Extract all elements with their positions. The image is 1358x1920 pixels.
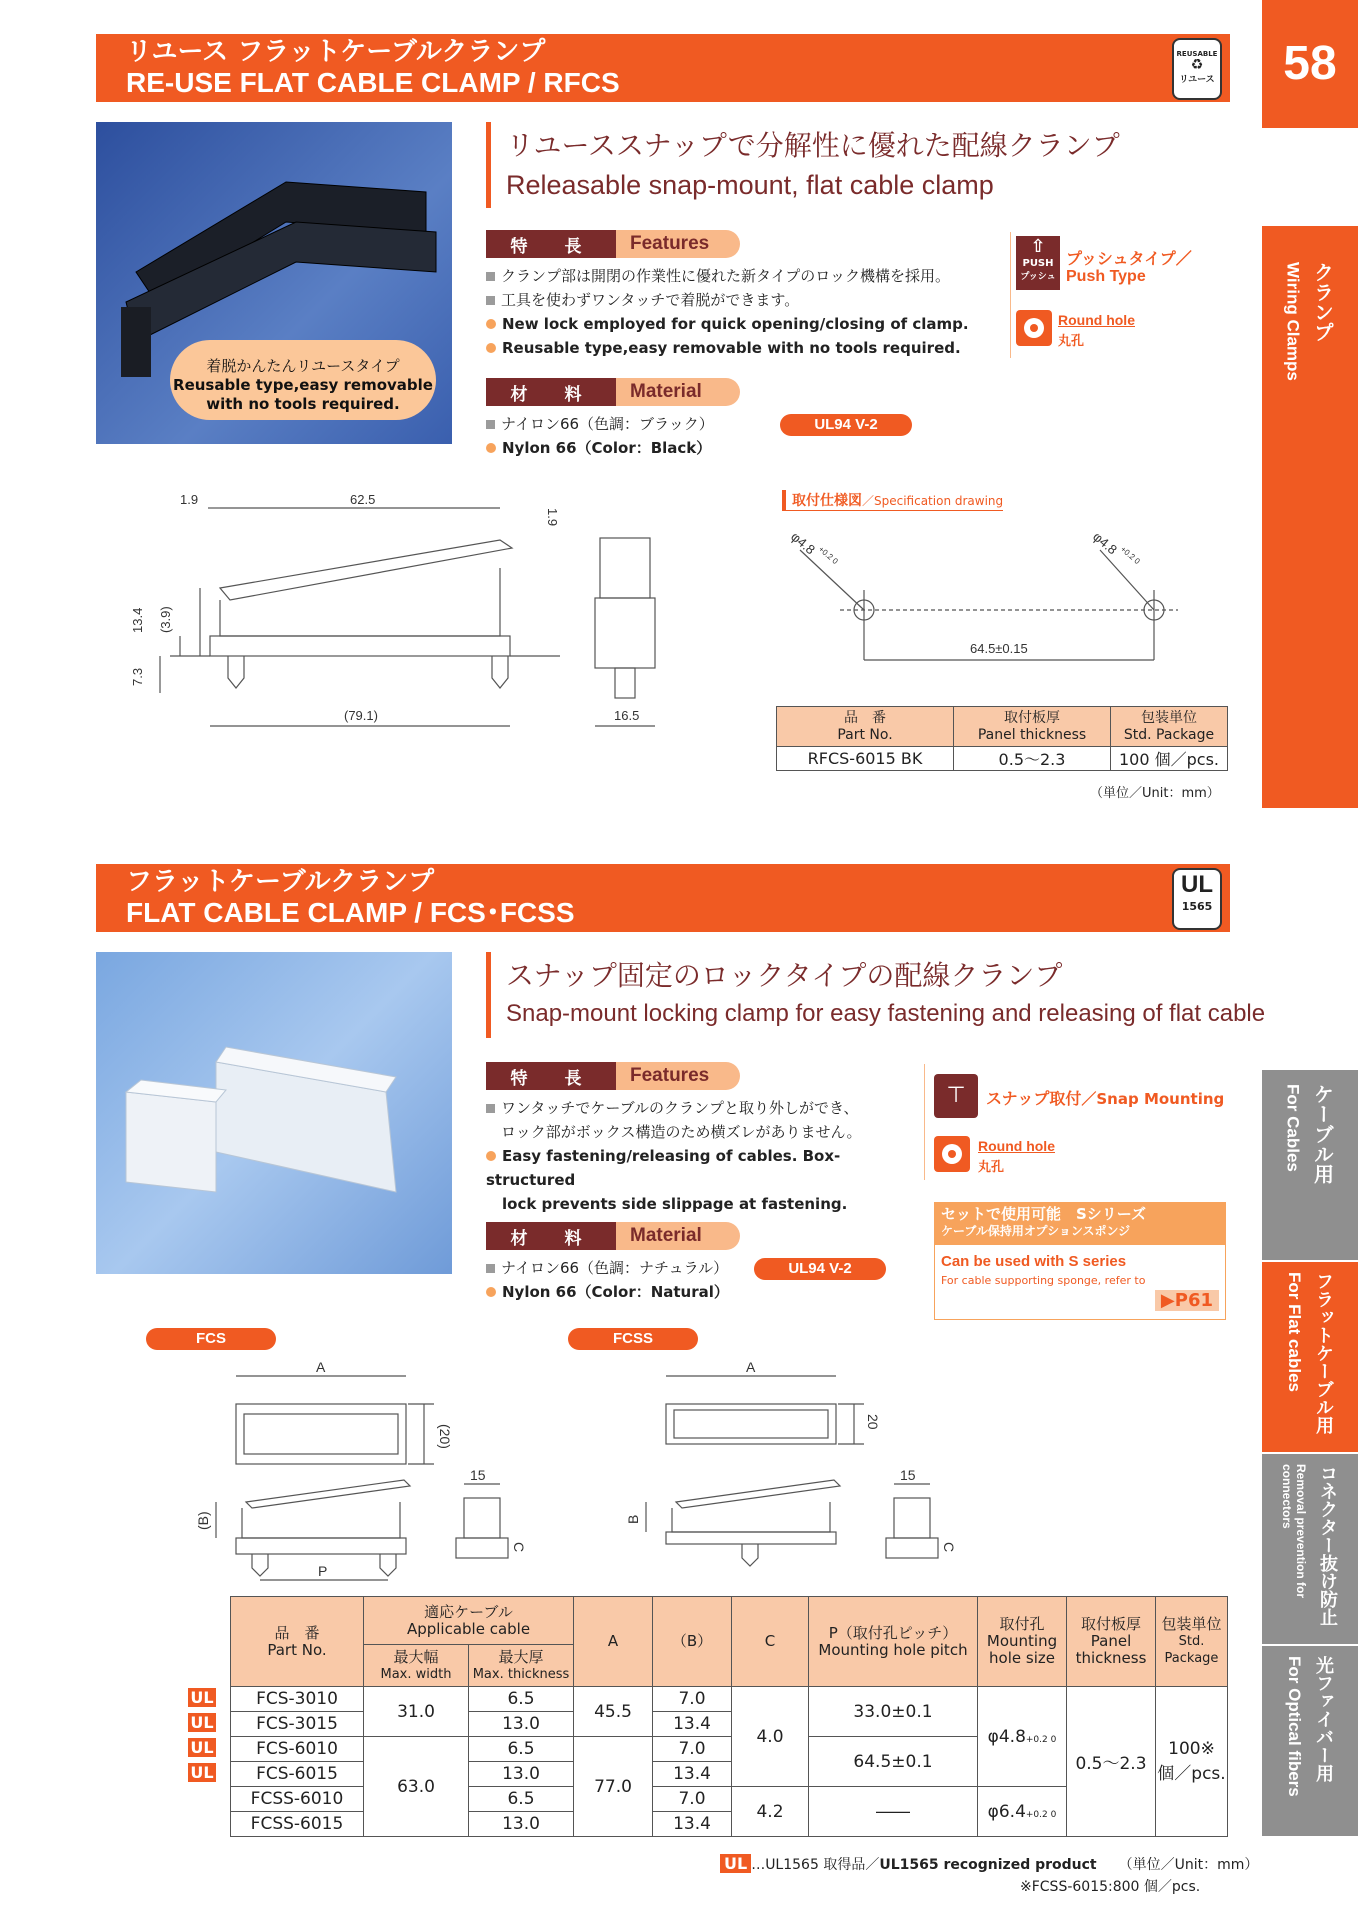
ul-row-markers	[188, 1686, 216, 1782]
dim-1: 1.9	[180, 492, 199, 507]
ul-number: 1565	[1181, 900, 1213, 913]
dim-4: 13.4	[130, 607, 145, 633]
col-part: 品 番 Part No.	[777, 707, 954, 747]
col-package: 包装単位 Std. Package	[1111, 707, 1228, 747]
table-row: FCS-3010 31.0 6.5 45.5 7.0 4.0 33.0±0.1 φ4.8+0.2 0 0.5～2.3 100※ 個／pcs.	[231, 1687, 1228, 1712]
side-tab-connectors[interactable]	[1262, 1454, 1358, 1644]
recycle-icon: ♻	[1190, 57, 1204, 73]
square-bullet-icon	[486, 1264, 495, 1273]
side-tab-en: For Cables	[1283, 1084, 1303, 1172]
reusable-badge-bottom: リユース	[1179, 75, 1215, 85]
s-series-header: セットで使用可能 Sシリーズ ケーブル保持用オプションスポンジ	[935, 1203, 1225, 1245]
push-icon: ⇧ PUSH プッシュ	[1016, 236, 1060, 290]
fcs-dim-h: 15	[470, 1467, 486, 1483]
fcss-dim-w: 20	[865, 1414, 881, 1430]
feature-item: クランプ部は開閉の作業性に優れた新タイプのロック機構を採用。	[486, 264, 1006, 288]
rfcs-spec-table	[776, 706, 1228, 771]
fcss-dim-c: C	[941, 1542, 957, 1553]
dot-bullet-icon	[486, 343, 496, 353]
feature-item: 工具を使わずワンタッチで着脱ができます。	[486, 288, 1006, 312]
rfcs-material-tag	[486, 378, 740, 406]
round-hole-en: Round hole	[1058, 312, 1135, 328]
spec-drawing-title: 取付仕様図／Specification drawing	[782, 490, 1003, 511]
fcs-headline-jp: スナップ固定のロックタイプの配線クランプ	[506, 959, 1063, 992]
features-tag-en: Features	[616, 1062, 740, 1090]
fcss-dim-h: 15	[900, 1467, 916, 1483]
fcs-footnote-2: ※FCSS-6015:800 個／pcs.	[1020, 1879, 1201, 1895]
fcs-footnote-1: UL …UL1565 取得品／UL1565 recognized product （単位／Unit：mm）	[720, 1854, 1258, 1874]
ul-marker: UL	[188, 1688, 216, 1707]
fcss-dimension-drawing	[610, 1352, 980, 1582]
page-ref-link[interactable]: ▶P61	[1155, 1290, 1219, 1311]
side-tab-jp: コネクター抜け防止	[1317, 1464, 1338, 1626]
material-item: ナイロン66（色調：ブラック）	[486, 412, 786, 436]
fcs-features-list	[486, 1096, 916, 1216]
fcs-product-photo	[96, 952, 452, 1274]
side-tab-en: Wiring Clamps	[1283, 262, 1303, 381]
side-tab-jp: 光ファイバー用	[1313, 1656, 1334, 1782]
side-tab-jp: ケーブル用	[1310, 1084, 1335, 1184]
dim-6: 7.3	[130, 667, 145, 686]
fcss-dim-a: A	[746, 1359, 756, 1375]
round-hole-en: Round hole	[978, 1138, 1055, 1154]
material-tag-jp: 材 料	[486, 378, 616, 406]
rfcs-title-banner	[96, 34, 1230, 102]
push-type-en: Push Type	[1066, 268, 1146, 285]
table-row: FCSS-6015 13.0 13.4	[231, 1812, 1228, 1837]
material-item: Nylon 66（Color：Natural）	[486, 1280, 786, 1304]
ul-marker: UL	[188, 1713, 216, 1732]
rfcs-dimension-drawing	[120, 488, 680, 740]
callout-line-3: with no tools required.	[206, 395, 400, 413]
side-tab-flat-cables[interactable]	[1262, 1262, 1358, 1452]
side-tab-en: Removal prevention for connectors	[1280, 1464, 1308, 1599]
fcs-dim-b: (B)	[195, 1511, 211, 1530]
spec-drawing	[780, 520, 1200, 670]
dim-5: (3.9)	[158, 606, 173, 633]
feature-item: Reusable type,easy removable with no tools required.	[486, 336, 1006, 360]
dot-bullet-icon	[486, 443, 496, 453]
fcs-dim-w: (20)	[437, 1424, 453, 1449]
hole-1-tol: +0.2 0	[816, 544, 840, 566]
rfcs-ul-grade: UL94 V-2	[780, 414, 912, 436]
dot-bullet-icon	[486, 1151, 496, 1161]
fcs-headline-en: Snap-mount locking clamp for easy fastening and releasing of flat cable	[506, 1000, 1266, 1027]
features-tag-jp: 特 長	[486, 1062, 616, 1090]
callout-line-1: 着脱かんたんリユースタイプ	[206, 357, 400, 375]
s-series-en-sub: For cable supporting sponge, refer to	[941, 1274, 1146, 1287]
feature-item: ワンタッチでケーブルのクランプと取り外しができ、	[486, 1096, 916, 1120]
fcs-dim-a: A	[316, 1359, 326, 1375]
reusable-badge-top: REUSABLE	[1176, 50, 1218, 58]
material-tag-en: Material	[616, 1222, 740, 1250]
fcss-label: FCSS	[568, 1328, 698, 1350]
side-tab-en: For Flat cables	[1285, 1272, 1304, 1392]
fcs-spec-table: 品 番 Part No. 適応ケーブル Applicable cable A （B） C P（取付孔ピッチ） Mounting hole pitch 取付孔 Mounting hole size 取付板厚 Panel thickness 包装単位 Std. Package 最大幅 Max. width 最大厚 Max. thickness FCS-3010 31.0 6.5 45.5 7.0 4.0 33.0±0.1 φ4.8+0.2 0 0.5～2.3 100※ 個／pcs. FCS-3015 13.0 13.4 FCS-6010 63.0 6.5 77.0 7.0 64.5±0.1 FCS-6015 13.0 13.4 FCSS-6010 6.5 7.0 4.2 ―― φ6.4+0.2 0 FCSS-6015 13.0 13.4	[230, 1596, 1228, 1837]
fcs-dim-c: C	[511, 1542, 527, 1553]
fcs-ul-grade: UL94 V-2	[754, 1258, 886, 1280]
table-row: FCS-6015 13.0 13.4	[231, 1762, 1228, 1787]
material-item: ナイロン66（色調：ナチュラル）	[486, 1256, 786, 1280]
material-tag-jp: 材 料	[486, 1222, 616, 1250]
dim-2: 62.5	[350, 492, 376, 507]
snap-mount-icon: ⊤	[934, 1074, 978, 1118]
page-number: 58	[1283, 37, 1337, 90]
dim-8: 16.5	[614, 708, 640, 723]
features-tag-en: Features	[616, 230, 740, 258]
table-row: FCSS-6010 6.5 7.0 4.2 ―― φ6.4+0.2 0	[231, 1787, 1228, 1812]
hole-2-tol: +0.2 0	[1118, 544, 1142, 566]
round-hole-icon	[934, 1136, 970, 1172]
rfcs-title-en: RE-USE FLAT CABLE CLAMP / RFCS	[126, 67, 620, 98]
push-type-jp: プッシュタイプ／	[1066, 249, 1192, 268]
ul-marker: UL	[188, 1738, 216, 1757]
dim-3: 1.9	[545, 508, 560, 527]
snap-mount-label: スナップ取付／Snap Mounting	[986, 1089, 1225, 1108]
snap-mount-box	[924, 1064, 925, 1180]
feature-item: New lock employed for quick opening/closing of clamp.	[486, 312, 1006, 336]
rfcs-callout	[170, 340, 436, 420]
side-tab-en: For Optical fibers	[1285, 1656, 1304, 1797]
fcs-title-jp: フラットケーブルクランプ	[126, 867, 435, 897]
feature-item: lock prevents side slippage at fastening.	[502, 1195, 848, 1213]
rfcs-headline-bar	[486, 122, 491, 208]
side-tab-cables[interactable]	[1262, 1070, 1358, 1260]
side-tab-optical[interactable]	[1262, 1646, 1358, 1836]
round-hole-jp: 丸孔	[978, 1160, 1005, 1175]
rfcs-material-list	[486, 412, 786, 460]
side-tab-jp: フラットケーブル用	[1313, 1272, 1334, 1434]
feature-item: Easy fastening/releasing of cables. Box-structured	[486, 1147, 841, 1189]
round-hole-icon	[1016, 310, 1052, 346]
round-hole-jp: 丸孔	[1058, 334, 1085, 349]
fcss-dim-b: B	[625, 1514, 641, 1524]
feature-item: ロック部がボックス構造のため横ズレがありません。	[501, 1123, 862, 1141]
fcs-title-banner	[96, 864, 1230, 932]
ul-marker: UL	[188, 1763, 216, 1782]
fcs-material-tag	[486, 1222, 740, 1250]
material-tag-en: Material	[616, 378, 740, 406]
hole-1-dim: φ4.8	[788, 528, 819, 558]
table-row: RFCS-6015 BK 0.5～2.3 100 個／pcs.	[777, 747, 1228, 771]
fcs-headline-bar	[486, 952, 491, 1038]
fcs-dim-p: P	[318, 1563, 328, 1579]
col-panel: 取付板厚 Panel thickness	[954, 707, 1111, 747]
side-tab-wiring-clamps[interactable]	[1262, 226, 1358, 808]
callout-line-2: Reusable type,easy removable	[173, 376, 433, 394]
reusable-badge	[1172, 38, 1222, 100]
square-bullet-icon	[486, 420, 495, 429]
fcs-dimension-drawing	[180, 1352, 550, 1582]
features-tag-jp: 特 長	[486, 230, 616, 258]
rfcs-headline-en: Releasable snap-mount, flat cable clamp	[506, 170, 994, 200]
rfcs-headline-jp: リユーススナップで分解性に優れた配線クランプ	[506, 129, 1120, 162]
s-series-box	[934, 1202, 1226, 1320]
s-series-en: Can be used with S series	[941, 1253, 1127, 1270]
table-row: FCS-6010 63.0 6.5 77.0 7.0 64.5±0.1	[231, 1737, 1228, 1762]
dot-bullet-icon	[486, 1287, 496, 1297]
square-bullet-icon	[486, 1104, 495, 1113]
page-number-tab	[1262, 0, 1358, 128]
material-item: Nylon 66（Color：Black）	[486, 436, 786, 460]
dim-7: (79.1)	[344, 708, 378, 723]
fcs-title-en: FLAT CABLE CLAMP / FCS･FCSS	[126, 897, 575, 928]
pitch-dim: 64.5±0.15	[970, 641, 1028, 656]
square-bullet-icon	[486, 272, 495, 281]
fcs-features-tag	[486, 1062, 740, 1090]
square-bullet-icon	[486, 296, 495, 305]
rfcs-unit-note: （単位／Unit：mm）	[1090, 786, 1220, 801]
ul-logo: UL	[1181, 871, 1213, 898]
ul1565-badge	[1172, 868, 1222, 930]
side-tab-jp: クランプ	[1310, 262, 1335, 342]
rfcs-title-jp: リユース フラットケーブルクランプ	[126, 37, 546, 67]
fcs-clamp-illustration	[96, 952, 452, 1274]
fcs-material-list	[486, 1256, 786, 1304]
hole-2-dim: φ4.8	[1090, 528, 1121, 558]
rfcs-features-list	[486, 264, 1006, 360]
dot-bullet-icon	[486, 319, 496, 329]
table-row: FCS-3015 13.0 13.4	[231, 1712, 1228, 1737]
rfcs-features-tag	[486, 230, 740, 258]
fcs-label: FCS	[146, 1328, 276, 1350]
